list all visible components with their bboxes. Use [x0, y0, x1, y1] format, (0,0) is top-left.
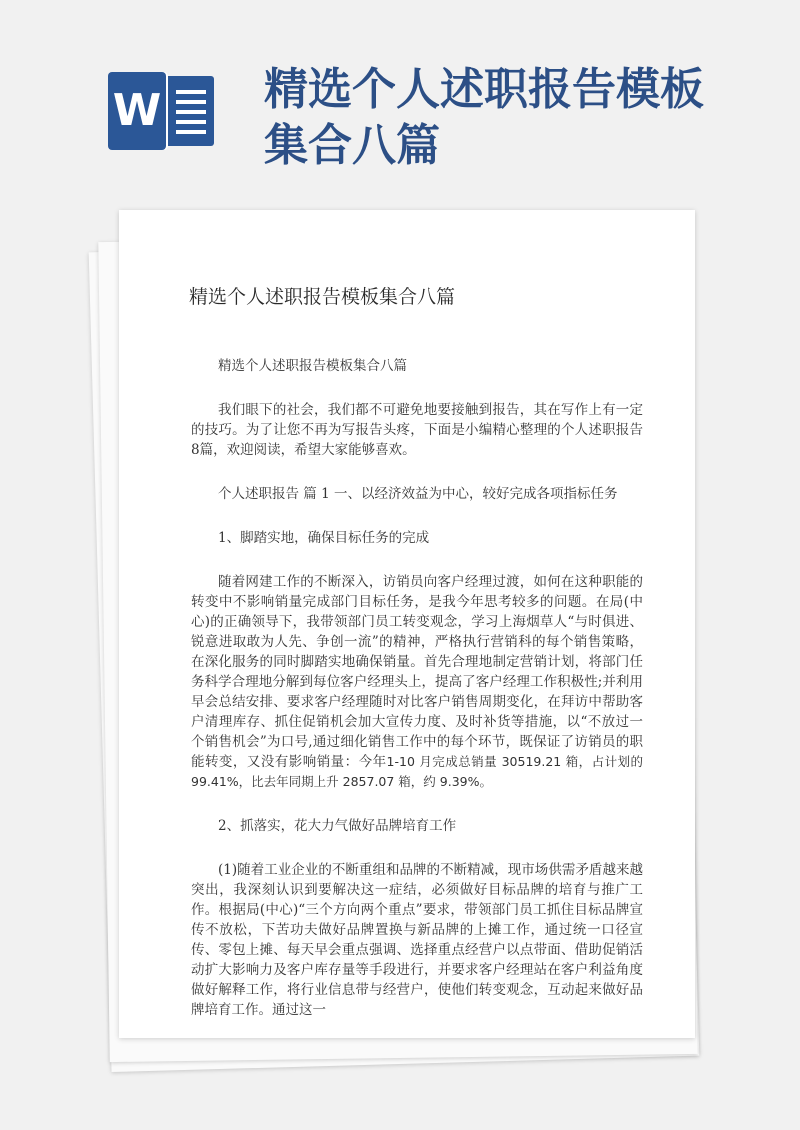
word-logo-icon — [108, 72, 216, 150]
body-paragraph: (1)随着工业企业的不断重组和品牌的不断精减，现市场供需矛盾越来越突出，我深刻认识到要解决这一症结，必须做好目标品牌的培育与推广工作。根据局(中心)“三个方向两个重点”要求，带领部门员工抓住目标品牌宣传不放松，下苦功夫做好品牌置换与新品牌的上摊工作，通过统一口径宣传、零包上摊、每天早会重点强调、选择重点经营户以点带面、借助促销活动扩大影响力及客户库存量等手段进行，并要求客户经理站在客户利益角度做好解释工作，将行业信息带与经营户，使他们转变观念，互动起来做好品牌培育工作。通过这一 — [191, 862, 643, 1018]
document-subtitle: 精选个人述职报告模板集合八篇 — [218, 358, 407, 374]
body-paragraph — [191, 572, 643, 792]
sales-stats: 1-10 月完成总销量 30519.21 箱，占计划的 99.41%，比去年同期上升 2857.07 箱，约 9.39%。 — [191, 754, 643, 789]
intro-paragraph: 我们眼下的社会，我们都不可避免地要接触到报告，其在写作上有一定的技巧。为了让您不再为写报告头疼，下面是小编精心整理的个人述职报告8篇，欢迎阅读，希望大家能够喜欢。 — [191, 402, 643, 458]
document-page — [119, 210, 695, 1038]
document-body — [191, 356, 643, 1020]
logo-letter: W — [108, 72, 166, 150]
point-heading: 1、脚踏实地，确保目标任务的完成 — [218, 530, 430, 546]
header-title — [264, 62, 764, 174]
point-heading: 2、抓落实，花大力气做好品牌培育工作 — [218, 818, 457, 834]
header-title-line-2: 集合八篇 — [264, 120, 440, 171]
body-text: 随着网建工作的不断深入，访销员向客户经理过渡，如何在这种职能的转变中不影响销量完成部门目标任务，是我今年思考较多的问题。在局(中心)的正确领导下，我带领部门员工转变观念，学习上海烟草人“与时俱进、锐意进取敢为人先、争创一流”的精神，严格执行营销科的每个销售策略，在深化服务的同时脚踏实地确保销量。首先合理地制定营销计划，将部门任务科学合理地分解到每位客户经理头上，提高了客户经理工作积极性;并利用早会总结安排、要求客户经理随时对比客户销售周期变化，在拜访中帮助客户清理库存、抓住促销机会加大宣传力度、及时补货等措施，以“不放过一个销售机会”为口号,通过细化销售工作中的每个环节，既保证了访销员的职能转变，又没有影响销量：今年 — [191, 574, 643, 770]
section-heading: 个人述职报告 篇 1 一、以经济效益为中心，较好完成各项指标任务 — [218, 486, 618, 502]
header-title-line-1: 精选个人述职报告模板 — [264, 64, 704, 115]
document-title: 精选个人述职报告模板集合八篇 — [189, 286, 456, 308]
